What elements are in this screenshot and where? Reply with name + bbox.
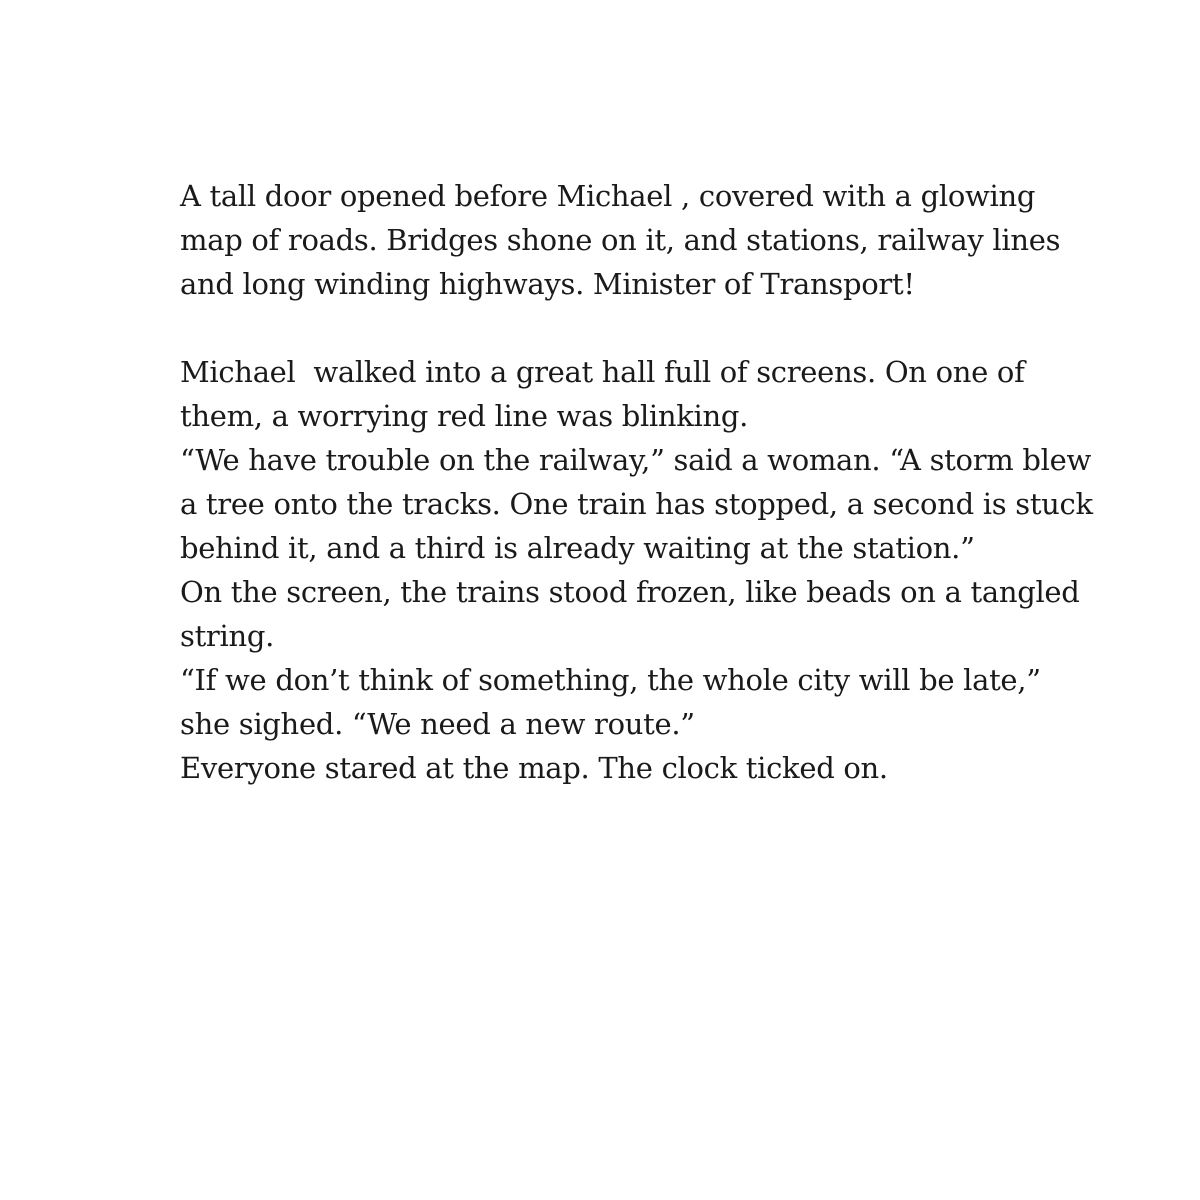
- text-line: she sighed. “We need a new route.”: [180, 707, 695, 741]
- text-line: Michael walked into a great hall full of screens. On one of: [180, 355, 1025, 389]
- paragraph-1: [180, 174, 1140, 306]
- text-line: behind it, and a third is already waiting at the station.”: [180, 531, 975, 565]
- paragraph-2: [180, 350, 1140, 790]
- paragraph-gap: [180, 306, 1140, 350]
- text-line: A tall door opened before Michael , covered with a glowing: [180, 179, 1036, 213]
- text-line: and long winding highways. Minister of Transport!: [180, 267, 915, 301]
- text-line: them, a worrying red line was blinking.: [180, 399, 749, 433]
- text-line: string.: [180, 619, 275, 653]
- text-line: “We have trouble on the railway,” said a woman. “A storm blew: [180, 443, 1092, 477]
- text-line: On the screen, the trains stood frozen, like beads on a tangled: [180, 575, 1080, 609]
- story-text: [180, 174, 1140, 790]
- text-line: map of roads. Bridges shone on it, and stations, railway lines: [180, 223, 1061, 257]
- text-line: “If we don’t think of something, the whole city will be late,”: [180, 663, 1041, 697]
- text-line: a tree onto the tracks. One train has stopped, a second is stuck: [180, 487, 1093, 521]
- text-line: Everyone stared at the map. The clock ticked on.: [180, 751, 888, 785]
